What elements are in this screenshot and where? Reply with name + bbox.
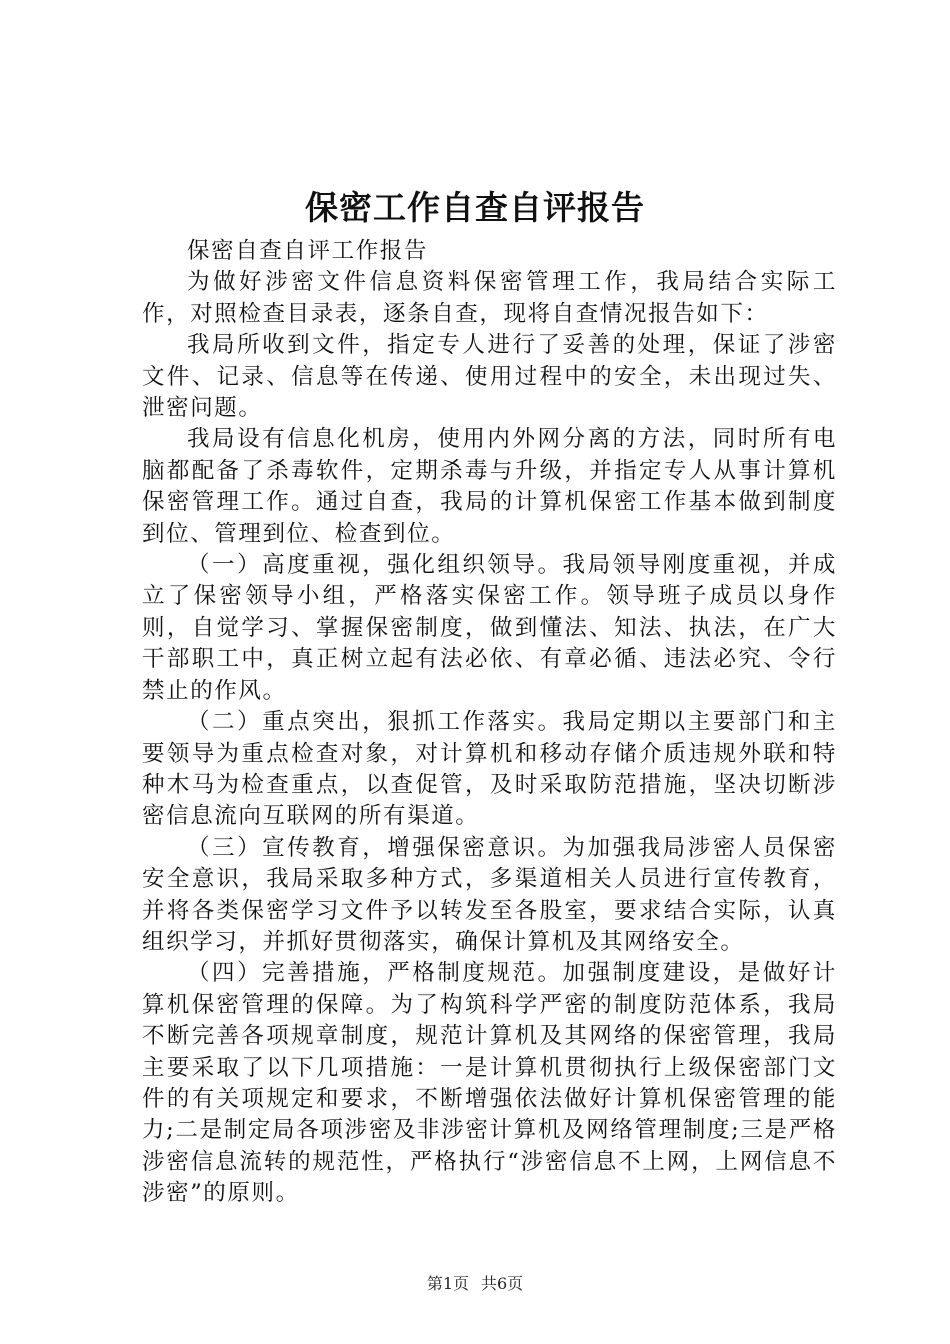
paragraph-section-4: （四）完善措施，严格制度规范。加强制度建设，是做好计算机保密管理的保障。为了构筑科学严密的制度防范体系，我局不断完善各项规章制度，规范计算机及其网络的保密管理，我局主要采取了以下几项措施：一是计算机贯彻执行上级保密部门文件的有关项规定和要求，不断增强依法做好计算机保密管理的能力;二是制定局各项涉密及非涉密计算机及网络管理制度;三是严格涉密信息流转的规范性，严格执行“涉密信息不上网，上网信息不涉密”的原则。 <box>142 960 837 1207</box>
page-footer <box>0 1272 950 1296</box>
document-body <box>142 236 837 1210</box>
paragraph-computer-room: 我局设有信息化机房，使用内外网分离的方法，同时所有电脑都配备了杀毒软件，定期杀毒与升级，并指定专人从事计算机保密管理工作。通过自查，我局的计算机保密工作基本做到制度到位、管理到位、检查到位。 <box>142 426 837 547</box>
paragraph-section-1: （一）高度重视，强化组织领导。我局领导刚度重视，并成立了保密领导小组，严格落实保密工作。领导班子成员以身作则，自觉学习、掌握保密制度，做到懂法、知法、执法，在广大干部职工中，真正树立起有法必依、有章必循、违法必究、令行禁止的作风。 <box>142 552 837 704</box>
document-title: 保密工作自查自评报告 <box>305 188 645 227</box>
paragraph-intro: 为做好涉密文件信息资料保密管理工作，我局结合实际工作，对照检查目录表，逐条自查，现将自查情况报告如下： <box>142 269 837 327</box>
paragraph-section-2: （二）重点突出，狠抓工作落实。我局定期以主要部门和主要领导为重点检查对象，对计算机和移动存储介质违规外联和特种木马为检查重点，以查促管，及时采取防范措施，坚决切断涉密信息流向互联网的所有渠道。 <box>142 709 837 830</box>
paragraph-section-3: （三）宣传教育，增强保密意识。为加强我局涉密人员保密安全意识，我局采取多种方式，多渠道相关人员进行宣传教育，并将各类保密学习文件予以转发至各股室，要求结合实际，认真组织学习，并抓好贯彻落实，确保计算机及其网络安全。 <box>142 834 837 955</box>
paragraph-subtitle: 保密自查自评工作报告 <box>187 238 429 264</box>
paragraph-documents: 我局所收到文件，指定专人进行了妥善的处理，保证了涉密文件、记录、信息等在传递、使用过程中的安全，未出现过失、泄密问题。 <box>142 332 837 422</box>
page-number-current: 第1页 <box>426 1274 469 1293</box>
page-number-total: 共6页 <box>481 1274 524 1293</box>
